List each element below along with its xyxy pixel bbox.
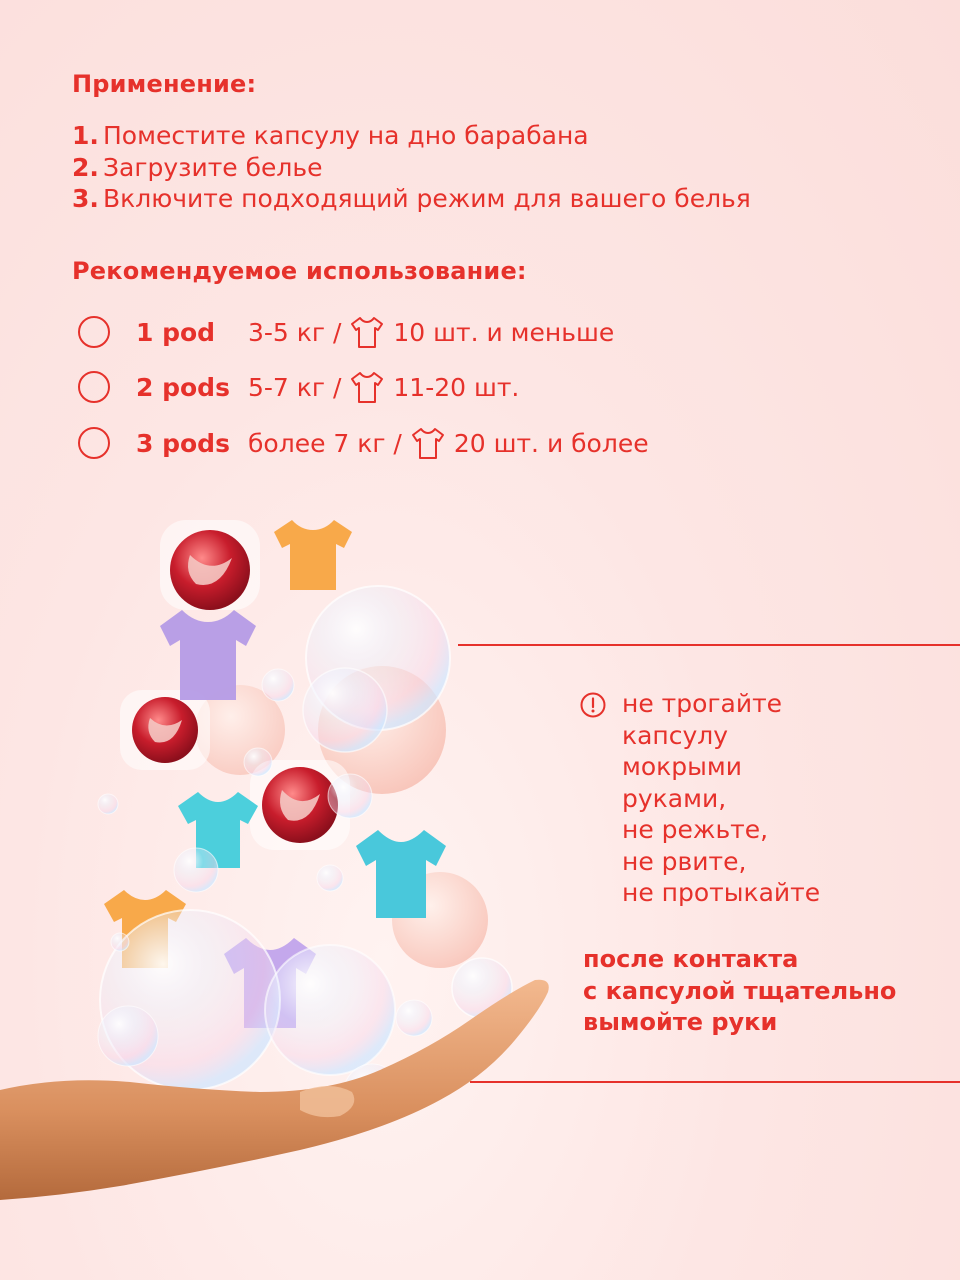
weight-range: 5-7 кг / (248, 372, 342, 402)
after-contact-line: вымойте руки (583, 1008, 778, 1036)
recommended-row-3 (78, 422, 649, 464)
warning-line: капсулу (622, 720, 729, 750)
tshirt-icon (349, 370, 385, 404)
after-contact-text (583, 944, 896, 1039)
pod-circle-icon (78, 427, 110, 459)
step-number: 3. (72, 184, 99, 213)
divider-line-top (458, 644, 960, 646)
warning-line: не трогайте (622, 689, 783, 718)
step-text: Загрузите белье (103, 152, 323, 182)
recommended-row-1 (78, 311, 614, 353)
pod-circle-icon (78, 371, 110, 403)
item-count: 11-20 шт. (393, 372, 520, 402)
weight-range: 3-5 кг / (248, 317, 342, 347)
recommended-title: Рекомендуемое использование: (72, 257, 527, 285)
usage-steps (72, 120, 751, 215)
item-count: 20 шт. и более (453, 428, 649, 458)
exclamation-circle-icon (580, 692, 606, 718)
recommended-row-2 (78, 366, 519, 408)
warning-line: руками, (622, 783, 727, 813)
divider-line-bottom (470, 1081, 960, 1083)
hand-with-capsules-illustration (0, 480, 560, 1280)
usage-title: Применение: (72, 70, 257, 98)
step-text: Включите подходящий режим для вашего белья (103, 184, 751, 213)
step-number: 1. (72, 121, 99, 150)
weight-range: более 7 кг / (248, 428, 402, 458)
pod-circle-icon (78, 316, 110, 348)
warning-line: не протыкайте (622, 878, 821, 907)
pod-count: 1 pod (136, 317, 216, 347)
pod-count: 3 pods (136, 428, 230, 458)
warning-line: не рвите, (622, 846, 747, 876)
pod-count: 2 pods (136, 372, 230, 402)
after-contact-line: с капсулой тщательно (583, 976, 897, 1005)
step-number: 2. (72, 152, 99, 182)
step-3 (72, 183, 751, 215)
item-count: 10 шт. и меньше (393, 317, 615, 347)
step-2 (72, 152, 751, 184)
tshirt-icon (410, 426, 446, 460)
warning-line: мокрыми (622, 752, 742, 781)
tshirt-icon (349, 315, 385, 349)
step-1 (72, 120, 751, 152)
step-text: Поместите капсулу на дно барабана (103, 121, 589, 150)
warning-line: не режьте, (622, 815, 769, 844)
warning-text (622, 688, 820, 909)
after-contact-line: после контакта (583, 945, 799, 973)
